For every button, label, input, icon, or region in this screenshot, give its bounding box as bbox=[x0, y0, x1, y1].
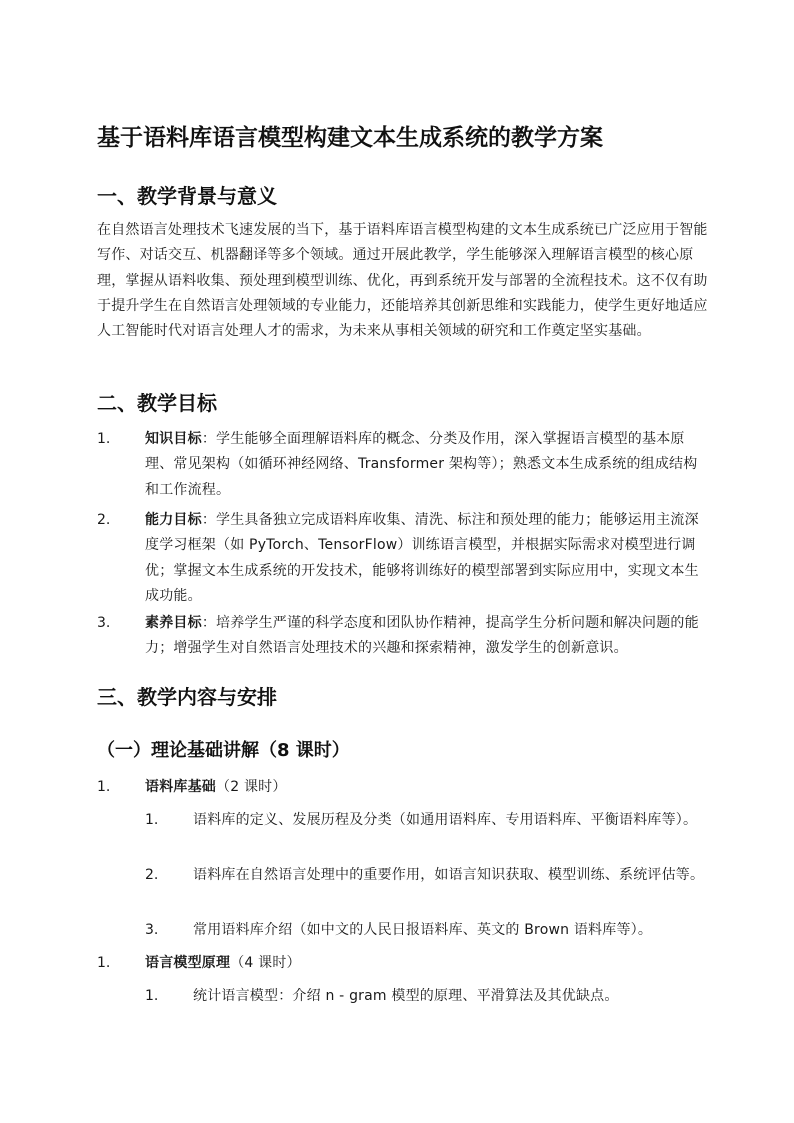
list-item-body: 统计语言模型：介绍 n - gram 模型的原理、平滑算法及其优缺点。 bbox=[193, 988, 619, 1004]
subitem-statistical-model bbox=[145, 984, 709, 1009]
subsection-heading-theory: （一）理论基础讲解（8 课时） bbox=[97, 740, 350, 761]
topic-label: 语料库基础 bbox=[145, 779, 216, 795]
list-number: 2. bbox=[97, 512, 111, 528]
goal-item-knowledge bbox=[97, 427, 709, 503]
topic-label: 语言模型原理 bbox=[145, 955, 231, 971]
list-item-body: 语料库的定义、发展历程及分类（如通用语料库、专用语料库、平衡语料库等）。 bbox=[193, 812, 698, 828]
list-number: 1. bbox=[97, 779, 111, 795]
subitem-corpus-definition bbox=[145, 808, 709, 833]
section-heading-content: 三、教学内容与安排 bbox=[97, 685, 277, 709]
subitem-corpus-examples bbox=[145, 918, 709, 943]
topic-item-corpus bbox=[97, 775, 709, 800]
document-title: 基于语料库语言模型构建文本生成系统的教学方案 bbox=[97, 125, 603, 151]
background-paragraph: 在自然语言处理技术飞速发展的当下，基于语料库语言模型构建的文本生成系统已广泛应用于智能写作、对话交互、机器翻译等多个领域。通过开展此教学，学生能够深入理解语言模型的核心原理，掌握从语料收集、预处理到模型训练、优化，再到系统开发与部署的全流程技术。这不仅有助于提升学生在自然语言处理领域的专业能力，还能培养其创新思维和实践能力，使学生更好地适应人工智能时代对语言处理人才的需求，为未来从事相关领域的研究和工作奠定坚实基础。 bbox=[97, 222, 708, 340]
goal-label: 素养目标 bbox=[145, 615, 202, 631]
list-item-body bbox=[145, 427, 705, 503]
topic-hours: （4 课时） bbox=[230, 955, 301, 971]
list-item-body: 语料库在自然语言处理中的重要作用，如语言知识获取、模型训练、系统评估等。 bbox=[193, 867, 705, 883]
goal-item-ability bbox=[97, 508, 709, 609]
goal-text: ：学生具备独立完成语料库收集、清洗、标注和预处理的能力；能够运用主流深度学习框架（如 PyTorch、TensorFlow）训练语言模型，并根据实际需求对模型进行调优；掌握文本生成系统的开发技术，能够将训练好的模型部署到实际应用中，实现文本生成功能。 bbox=[145, 512, 699, 604]
list-number: 2. bbox=[145, 867, 159, 883]
list-item-body bbox=[145, 951, 705, 976]
list-number: 3. bbox=[145, 922, 159, 938]
list-number: 1. bbox=[145, 988, 159, 1004]
goal-label: 知识目标 bbox=[145, 431, 202, 447]
topic-hours: （2 课时） bbox=[216, 779, 287, 795]
goal-item-literacy bbox=[97, 611, 709, 662]
list-number: 1. bbox=[145, 812, 159, 828]
subitem-corpus-role bbox=[145, 863, 709, 888]
list-item-body bbox=[145, 611, 705, 662]
list-item-body bbox=[145, 508, 705, 609]
list-item-body bbox=[145, 775, 705, 800]
goal-label: 能力目标 bbox=[145, 512, 202, 528]
goal-text: ：学生能够全面理解语料库的概念、分类及作用，深入掌握语言模型的基本原理、常见架构（如循环神经网络、Transformer 架构等）；熟悉文本生成系统的组成结构和工作流程。 bbox=[145, 431, 698, 498]
list-number: 1. bbox=[97, 431, 111, 447]
list-number: 3. bbox=[97, 615, 111, 631]
list-item-body: 常用语料库介绍（如中文的人民日报语料库、英文的 Brown 语料库等）。 bbox=[193, 922, 653, 938]
section-heading-background: 一、教学背景与意义 bbox=[97, 184, 277, 208]
topic-item-language-model bbox=[97, 951, 709, 976]
section-heading-goals: 二、教学目标 bbox=[97, 391, 217, 415]
list-number: 1. bbox=[97, 955, 111, 971]
goal-text: ：培养学生严谨的科学态度和团队协作精神，提高学生分析问题和解决问题的能力；增强学生对自然语言处理技术的兴趣和探索精神，激发学生的创新意识。 bbox=[145, 615, 699, 657]
